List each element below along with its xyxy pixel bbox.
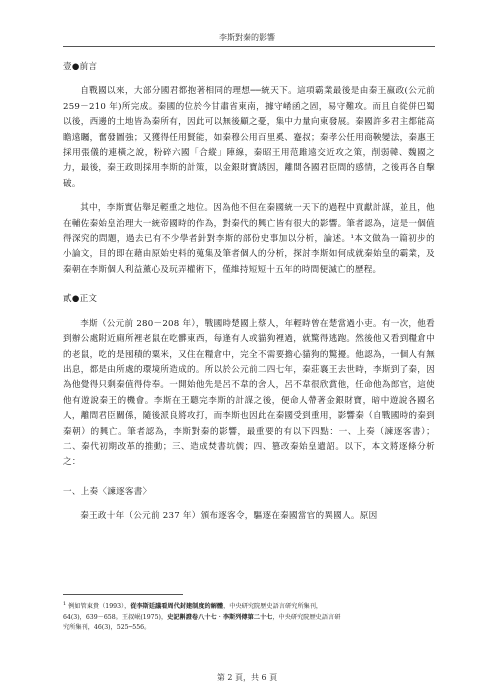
footnote-title-2: 史記斠證卷八十七‧李斯列傳第二十七 (167, 613, 273, 621)
running-header: 李斯對秦的影響 (219, 33, 275, 42)
footnote-text-2c: ，中央研究院歷史語言研 (272, 613, 341, 621)
page-body (63, 60, 435, 525)
page-number: 第 2 頁，共 6 頁 (216, 673, 278, 682)
footnote-text-2a: 64(3)，639－658。王叔岷(1975)， (63, 613, 168, 621)
footnote-text-1a: 例如管東貴（1993）， (68, 603, 131, 611)
footnote-line-2 (63, 613, 435, 624)
footnote-line-3: 究所集刊，46(3)，525─556。 (63, 624, 151, 632)
footnote-title-1: 從李斯廷議看周代封建制度的解體 (130, 603, 224, 611)
intro-paragraph-1: 自戰國以來，大部分國君都抱著相同的理想──統天下。這項霸業最後是由秦王嬴政(公元前 259－210 年)所完成。秦國的位於今甘肅省東南，據守崤函之固，易守難攻。而且自從併巴蜀以後，西邊的土地皆為秦所有，因此可以無後顧之憂，集中力量向東發展。秦國許多君主都能高瞻遠矚，奮發圖強；又獲得任用賢能，如秦穆公用百里奚、蹇叔；秦孝公任用商鞅變法，秦惠王採用張儀的連橫之說，粉碎六國「合縱」陣線，秦昭王用范雎遠交近攻之策，削弱韓、魏國之力，最後，秦王政則採用李斯的計策，以金銀財寶誘因，離間各國君臣間的感情，之後再各自擊破。 (63, 86, 435, 189)
subsection-heading-1: 一、上奏〈諫逐客書〉 (63, 486, 152, 497)
footnote (63, 599, 435, 634)
footnote-text-1c: ，中央研究院歷史語言研究所集刊， (223, 603, 323, 611)
main-paragraph-1: 李斯（公元前 280－208 年），戰國時楚國上蔡人，年輕時曾在楚當過小吏。有一次，他看到辦公處附近廁所裡老鼠在吃髒東西，每逢有人或貓狗裡過，就驚得逃跑。然後他又看到糧倉中的老鼠，吃的是囤積的粟米，又住在糧倉中，完全不需要擔心貓狗的驚擾。他認為，一個人有無出息，都是由所處的環境所造成的。所以於公元前二四七年，秦莊襄王去世時，李斯到了秦，因為他覺得只剩秦值得侍奉。一開始他先是呂不韋的舍人，呂不韋很欣賞他，任命他為郎官，這使他有遊說秦王的機會。李斯在王聽完李斯的計謀之後，便命人帶著金銀財寶，暗中遊說各國名人，離間君臣關係，隨後派良將攻打，而李斯也因此在秦國受到重用，影響秦（自戰國時的秦到秦朝）的興亡。筆者認為，李斯對秦的影響，最重要的有以下四點：一、上奏（諫逐客書）；二、秦代初期改革的推動；三、造成焚書坑儒；四、篡改秦始皇遺詔。以下，本文將逐條分析之： (63, 318, 435, 468)
section-heading-main: 貳●正文 (63, 294, 98, 305)
intro-paragraph-2: 其中，李斯實佔舉足輕重之地位。因為他不但在秦國統一天下的過程中貢獻計謀，並且，他在輔佐秦始皇治理大一統帝國時的作為，對秦代的興亡皆有很大的影響。筆者認為，這是一個值得深究的問題，過去已有不少學者針對李斯的部份史事加以分析，論述。¹本文做為一篇初步的小論文，目的即在藉由原始史料的蒐集及筆者個人的分析，探討李斯如何成就秦始皇的霸業，及秦朝在李斯個人利益薰心及玩弄權術下，僅維持短短十五年的時間便滅亡的歷程。 (63, 203, 435, 275)
footnote-rule (63, 594, 183, 595)
main-paragraph-2: 秦王政十年（公元前 237 年）頒布逐客令，驅逐在秦國當官的異國人。原因 (80, 511, 378, 522)
footnote-mark: 1 (63, 601, 67, 607)
footnote-line-1 (63, 599, 435, 613)
section-heading-intro: 壹●前言 (63, 62, 98, 72)
header-rule (63, 46, 435, 47)
